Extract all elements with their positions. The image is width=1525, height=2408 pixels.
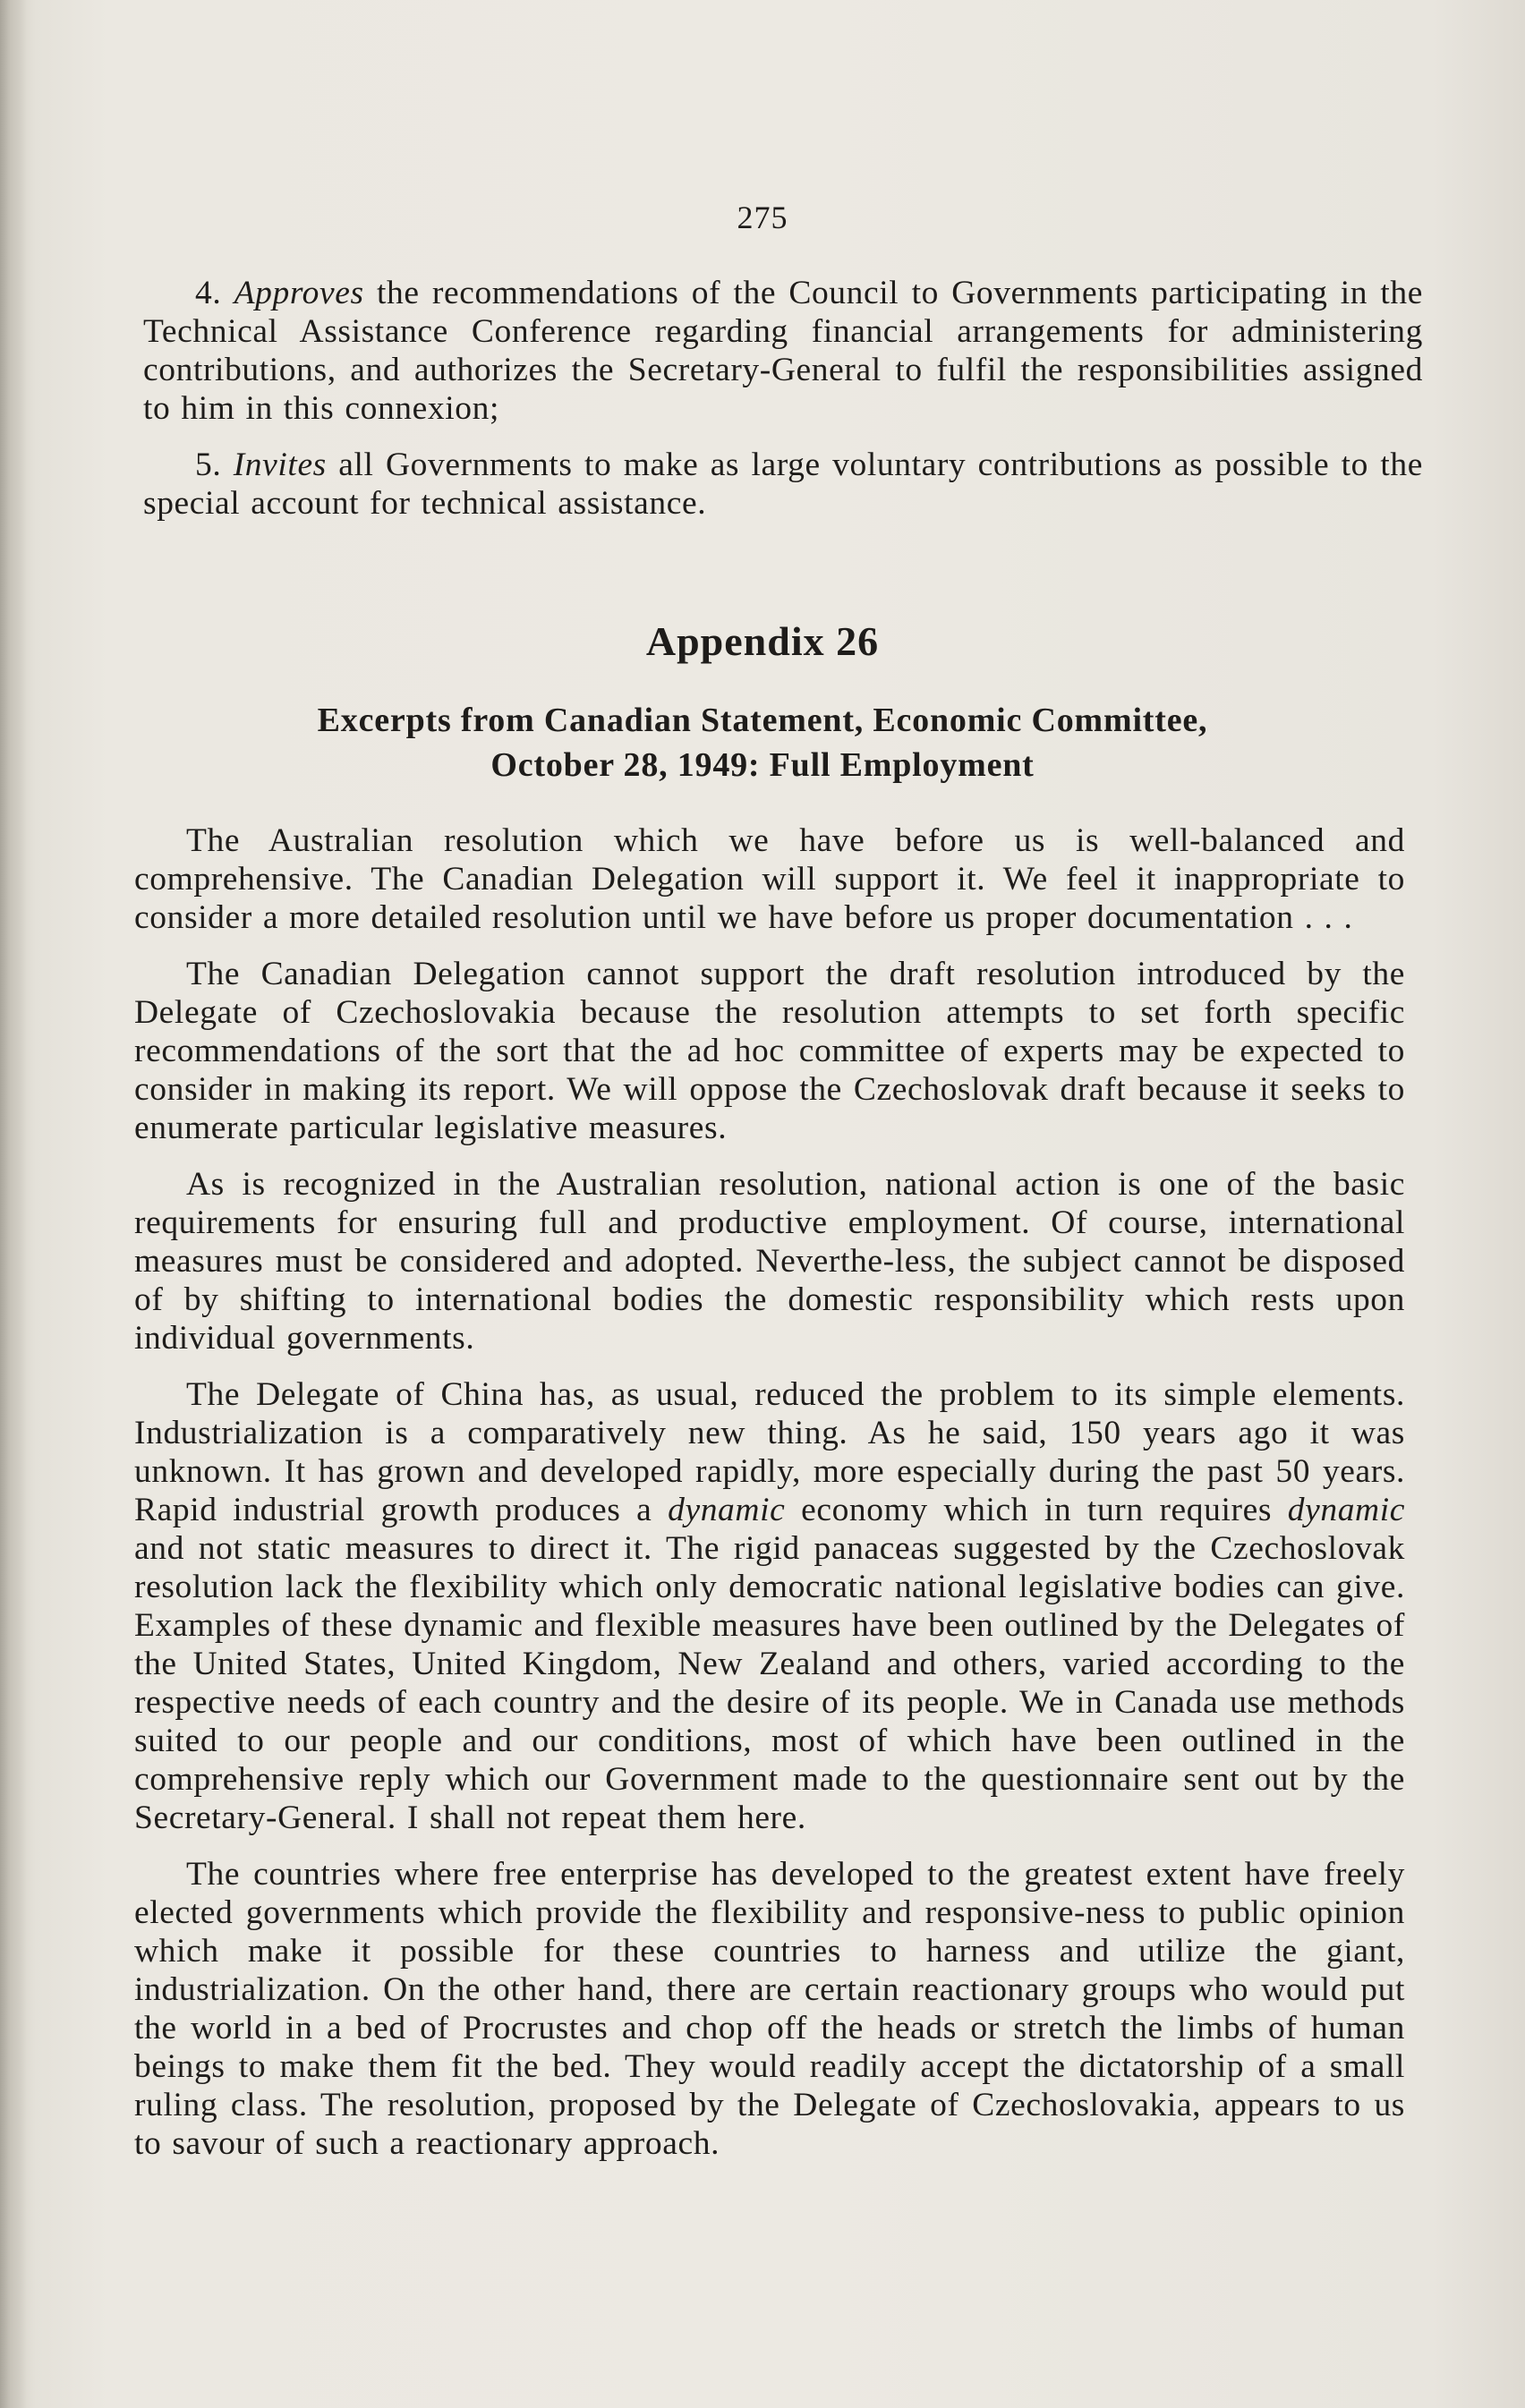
emphasis-word: dynamic <box>1287 1492 1406 1528</box>
page-binding-edge <box>0 0 27 2408</box>
resolution-item-4 <box>143 274 1423 428</box>
paragraph-text: The Delegate of China has, as usual, reduced the problem to its simple elements. Industrialization is a comparatively new thing. As he said, 150 years ago it was unknown. It has grown and developed rapidly, more especially during the past 50 years. Rapid industrial growth produces a <box>134 1376 1405 1528</box>
paragraph-text: and not static measures to direct it. The rigid panaceas suggested by the Czechoslovak resolution lack the flexibility which only democratic national legislative bodies can give. Examples of these dynamic and flexible measures have been outlined by the Delegates of the United States, United Kingdom, New Zealand and others, varied according to the respective needs of each country and the desire of its people. We in Canada use methods suited to our people and our conditions, most of which have been outlined in the comprehensive reply which our Government made to the questionnaire sent out by the Secretary-General. I shall not repeat them here. <box>134 1530 1405 1836</box>
statement-paragraph-3: As is recognized in the Australian resolution, national action is one of the basic requirements for ensuring full and productive employment. Of course, international measures must be considered and adopted. Neverthe-less, the subject cannot be disposed of by shifting to international bodies the domestic responsibility which rests upon individual governments. <box>134 1166 1405 1357</box>
statement-body <box>134 821 1405 2181</box>
statement-paragraph-1: The Australian resolution which we have before us is well-balanced and comprehensive. The Canadian Delegation will support it. We feel it inappropriate to consider a more detailed resolution until we have before us proper documentation . . . <box>134 822 1405 936</box>
page-number: 275 <box>737 200 788 235</box>
resolution-item-5 <box>143 446 1423 523</box>
item-number: 4. <box>195 275 222 311</box>
item-text: the recommendations of the Council to Governments participating in the Technical Assistance Conference regarding financial arrangements for administering contributions, and authorizes the Secretary-General to fulfil the responsibilities assigned to him in this connexion; <box>143 275 1423 427</box>
statement-paragraph-4 <box>134 1375 1405 1837</box>
appendix-subtitle <box>179 698 1346 787</box>
paragraph-text: economy which in turn requires <box>801 1492 1273 1528</box>
appendix-heading: Appendix 26 <box>645 618 880 664</box>
item-text: all Governments to make as large voluntary contributions as possible to the special account for technical assistance. <box>143 447 1423 522</box>
subtitle-line-1: Excerpts from Canadian Statement, Economic Committee, <box>317 702 1208 739</box>
item-number: 5. <box>195 447 222 483</box>
operative-verb: Approves <box>234 275 364 311</box>
operative-verb: Invites <box>233 447 327 483</box>
statement-paragraph-2: The Canadian Delegation cannot support the draft resolution introduced by the Delegate of Czechoslovakia because the resolution attempts to set forth specific recommendations of the sort that the ad hoc committee of experts may be expected to consider in making its report. We will oppose the Czechoslovak draft because it seeks to enumerate particular legislative measures. <box>134 956 1405 1146</box>
subtitle-line-2: October 28, 1949: Full Employment <box>490 746 1035 784</box>
statement-paragraph-5: The countries where free enterprise has developed to the greatest extent have freely elected governments which provide the flexibility and responsive-ness to public opinion which make it possible for these countries to harness and utilize the giant, industrialization. On the other hand, there are certain reactionary groups who would put the world in a bed of Procrustes and chop off the heads or stretch the limbs of human beings to make them fit the bed. They would readily accept the dictatorship of a small ruling class. The resolution, proposed by the Delegate of Czechoslovakia, appears to us to savour of such a reactionary approach. <box>134 1856 1405 2162</box>
emphasis-word: dynamic <box>668 1492 786 1528</box>
resolution-continuation <box>143 274 1423 540</box>
